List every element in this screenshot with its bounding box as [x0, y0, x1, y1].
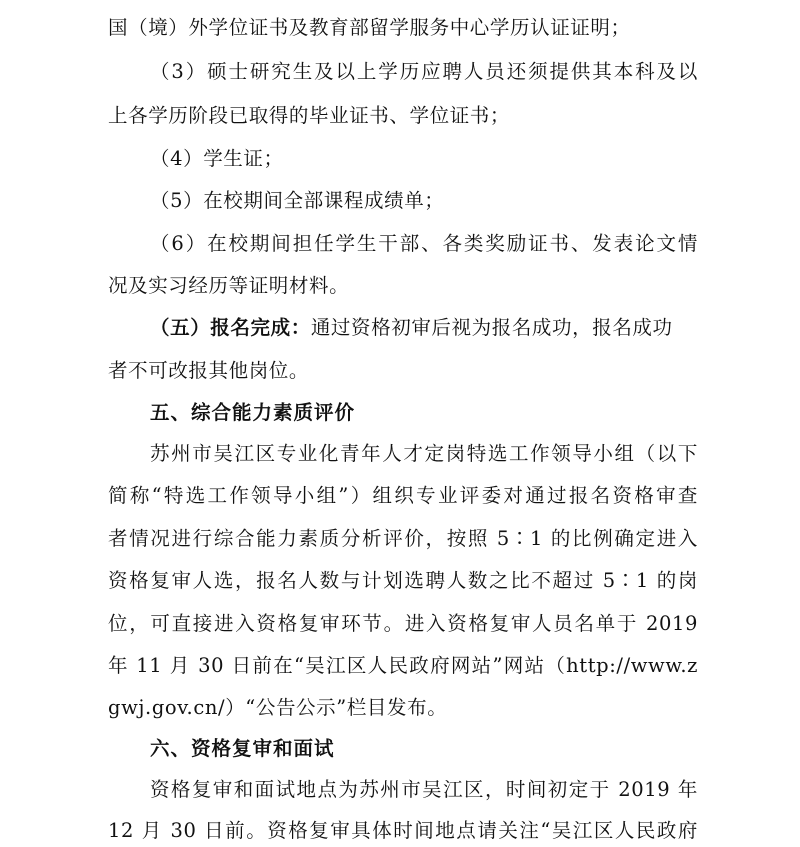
- text-line: 国（境）外学位证书及教育部留学服务中心学历认证证明；: [108, 16, 631, 39]
- section-label: （五）报名完成：: [150, 316, 311, 339]
- section-heading: 五、综合能力素质评价: [150, 401, 356, 424]
- text-line: 者不可改报其他岗位。: [108, 359, 310, 382]
- text-line: 资格复审和面试地点为苏州市吴江区，时间初定于 2019 年: [150, 778, 698, 801]
- text-line: 者情况进行综合能力素质分析评价，按照 5∶1 的比例确定进入: [108, 527, 698, 550]
- text-line: gwj.gov.cn/）“公告公示”栏目发布。: [108, 696, 448, 719]
- text-line: 苏州市吴江区专业化青年人才定岗特选工作领导小组（以下: [150, 442, 698, 465]
- section-text: 通过资格初审后视为报名成功，报名成功: [310, 316, 673, 339]
- text-line: 上各学历阶段已取得的毕业证书、学位证书；: [108, 104, 511, 127]
- text-line: [150, 312, 673, 344]
- text-line: （5）在校期间全部课程成绩单；: [150, 189, 445, 212]
- text-line: 简称“特选工作领导小组”）组织专业评委对通过报名资格审查: [108, 484, 698, 507]
- text-line: 资格复审人选，报名人数与计划选聘人数之比不超过 5∶1 的岗: [108, 569, 698, 592]
- text-line: （4）学生证；: [150, 147, 284, 170]
- text-line: 12 月 30 日前。资格复审具体时间地点请关注“吴江区人民政府: [108, 819, 698, 842]
- text-line: （6）在校期间担任学生干部、各类奖励证书、发表论文情: [150, 232, 698, 255]
- text-line: 况及实习经历等证明材料。: [108, 274, 350, 297]
- text-line: （3）硕士研究生及以上学历应聘人员还须提供其本科及以: [150, 60, 698, 83]
- text-line: 年 11 月 30 日前在“吴江区人民政府网站”网站（http://www.z: [108, 654, 698, 677]
- section-heading: 六、资格复审和面试: [150, 737, 335, 760]
- text-line: 位，可直接进入资格复审环节。进入资格复审人员名单于 2019: [108, 612, 698, 635]
